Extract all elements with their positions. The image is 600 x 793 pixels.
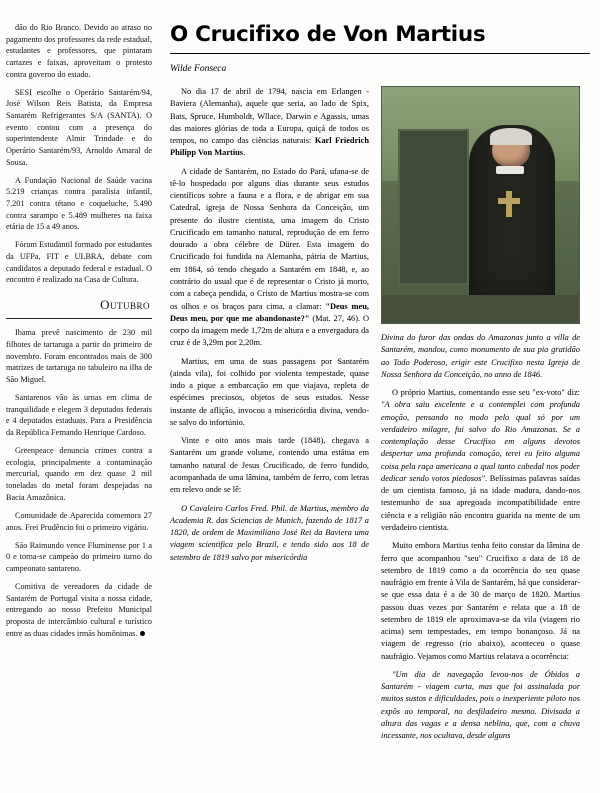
article-plaque-inscription: O Cavaleiro Carlos Fred. Phil. de Martius, membro da Academia R. das Sciencias de Munich, fazendo de 1817 a 1820, de ordem de Maximiliano José Rei da Baviera uma viagem scientifica pelo Brazil, e tendo sido aos 18 de setembro de 1819 salvo por misericórdia	[170, 503, 369, 562]
article-column-1	[170, 86, 369, 786]
left-paragraph: São Raimundo vence Fluminense por 1 a 0 e torna-se campeão do primeiro turno do campeonato santareno.	[6, 540, 152, 573]
section-divider	[6, 318, 152, 319]
left-paragraph-last	[6, 581, 152, 639]
article-paragraph: No dia 17 de abril de 1794, nascia em Erlangen - Baviera (Alemanha), aquele que seria, ao lado de Spix, Bats, Spruce, Humboldt, Wllace, Darwin e Agassis, umas das maiores glórias de toda a Europa, quiçá de todos os tempos, no campo das ciências naturais: Karl Friedrich Philipp Von Martius.	[170, 87, 369, 158]
pectoral-cross-icon	[506, 191, 512, 217]
article-paragraph: Martius, em uma de suas passagens por Santarém (ainda vila), foi colhido por violenta tempestade, quase indo a pique a embarcação em que viajava, repleta de espécimes preciosos, objetos de seus estudos. Nesse instante de aflição, invocou a misericórdia divina, vendo-se salvo do infortúnio.	[170, 356, 369, 427]
photo-foreground	[382, 295, 579, 323]
left-paragraph: dão do Rio Branco. Devido ao atraso no pagamento dos professores da rede estadual, estudantes e professores, que pintaram cartazes e faixas, aproveitam o protesto contra governo do estado.	[6, 23, 152, 79]
article-byline: Wilde Fonseca	[170, 64, 227, 74]
left-paragraph: Comunidade de Aparecida comemora 27 anos. Frei Prudêncio foi o primeiro vigário.	[6, 510, 152, 532]
photo-priest-hair	[490, 128, 531, 145]
end-of-article-bullet	[140, 631, 145, 636]
section-heading-outubro: Outubro	[100, 296, 150, 312]
photo-clerical-collar	[496, 166, 524, 174]
photo-doorway	[398, 129, 469, 284]
left-paragraph: Santarenos vão às urnas em clima de tranquilidade e elegem 3 deputados federais e 4 deputados estaduais. Para a Presidência da República Fernando Henrique Cardoso.	[6, 393, 152, 438]
article-body	[162, 0, 600, 793]
crucifix-photo	[381, 86, 580, 324]
article-title: O Crucifixo de Von Martius	[170, 22, 486, 47]
left-paragraph-text: Comitiva de vereadores da cidade de Santarém de Portugal visita a nossa cidade, entregando ao nosso Prefeito Municipal proposta de intercâmbio cultural e turístico entre as duas cidades irmãs homônimas.	[6, 582, 152, 638]
left-paragraph: Fórum Estudantil formado por estudantes da UFPa, FIT e ULBRA, debate com candidatos a deputado federal e estadual. O encontro é realizado na Casa de Cultura.	[6, 240, 152, 285]
article-column-2	[381, 86, 580, 786]
article-quote: "Um dia de navegação levou-nos de Óbidos a Santarém - viagem curta, mas que foi assinalada por muitos sustos e dificuldades, pois o inexperiente piloto nos expôs ao temporal, no desfiladeiro mesmo. Divisada a altura das vagas e a densa neblina, que, com a chuva incessante, nos ocultava, desde alguns	[381, 669, 580, 741]
left-paragraph: Ibama prevê nascimento de 230 mil filhotes de tartaruga a partir do primeiro de novembro. Foram encontrados mais de 300 matrizes de tartaruga no tabuleiro na ilha de São Miguel.	[6, 328, 152, 384]
article-paragraph: O próprio Martius, comentando esse seu "ex-voto" diz: "A obra saiu excelente e a contemplei com profunda emoção, pensando no modo pelo qual só por um verdadeiro milagre, fui salvo do Rio Amazonas. Se a contemplação desse Crucifixo em alguns devotos despertar uma profunda comoção, terei eu feito alguma coisa pela raça americana a qual tanto cabedal nos poder dedicar sendo votos piedosos". Belíssimas palavras saídas de um cientista famoso, já na idade madura, dando-nos testemunho de sua apregoada incompatibilidade entre ciência e a religião não encontra guarida na mente de um verdadeiro cientista.	[381, 388, 580, 532]
left-paragraph: SESI escolhe o Operário Santarém/94, José Wilson Reis Batista, da Empresa Santarém Refrigerantes S/A (SANTA). O evento contou com a presença do superintendente Almir Trindade e do Operário Santarém/93, Arnoldo Amaral de Sousa.	[6, 87, 152, 167]
left-paragraph: A Fundação Nacional de Saúde vacina 5.219 crianças contra paralisia infantil, 7.201 contra tétano e coqueluche, 5.490 contra sarampo e 5.489 mulheres na faixa etária de 15 a 49 anos.	[6, 175, 152, 232]
article-paragraph: Muito embora Martius tenha feito constar da lâmina de ferro que acompanhou "seu" Crucifixo a data de 18 de setembro de 1819 como a da ocorrência do seu quase naufrágio em frente à Vila de Santarém, há que considerar-se que essa data é a de 30 de março de 1820. Martius passou duas vezes por Santarém e relata que a 18 de setembro de 1819 ele aproximava-se da vila (viagem rio acima) sem tempestades, em tempo bonançoso. Já na viagem de regresso (rio abaixo), aconteceu o quase naufrágio. Vejamos como Martius relatava a ocorrência:	[381, 541, 580, 661]
article-plaque-inscription-cont: Divina do furor das ondas do Amazonas junto a villa de Santarém, mandou, como monumento de sua pia gratidão ao Todo Poderoso, erigir este Crucifixo nesta Igreja de Nossa Senhora da Conceição, no anno de 1846.	[381, 333, 580, 379]
article-paragraph: Vinte e oito anos mais tarde (1848), chegava a Santarém um grande volume, contendo uma estátua em tamanho natural de Jesus Crucificado, de ferro fundido, acompanhada de uma lâmina, também de ferro, com letras em relevo onde se lê:	[170, 436, 369, 495]
article-paragraph: A cidade de Santarém, no Estado do Pará, ufana-se de tê-lo hospedado por alguns dias durante seus estudos científicos sobre a fauna e a flora, e de abrigar em sua Catedral, igreja de Nossa Senhora da Conceição, um presente do ilustre cientista, uma imagem do Cristo Crucificado em tamanho natural, reprodução de em ferro dourado a obra célebre de Dürer. Esta imagem do Crucificado foi fundida na Alemanha, pátria de Martius, em 1864, só tendo chegado a Santarém em 1848, e, ao contrário do usual que é de representar o Cristo já morto, com a cabeça pendida, o Cristo de Martius mostra-se com os olhos e os braços para cima, a clamar: "Deus meu, Deus meu, por que me abandonaste?" (Mat. 27, 46). O corpo da imagem mede 1,72m de altura e a envergadura da cruz é de 3,29m por 2,20m.	[170, 166, 369, 348]
article-columns	[170, 86, 590, 786]
left-paragraph: Greenpeace denuncia crimes contra a ecologia, principalmente a contaminação mercurial, quando em dez quase 2 mil toneladas do metal foram despejadas na Bacia Amazônica.	[6, 446, 152, 502]
left-sidebar-column	[0, 0, 160, 793]
title-underline	[170, 53, 590, 54]
